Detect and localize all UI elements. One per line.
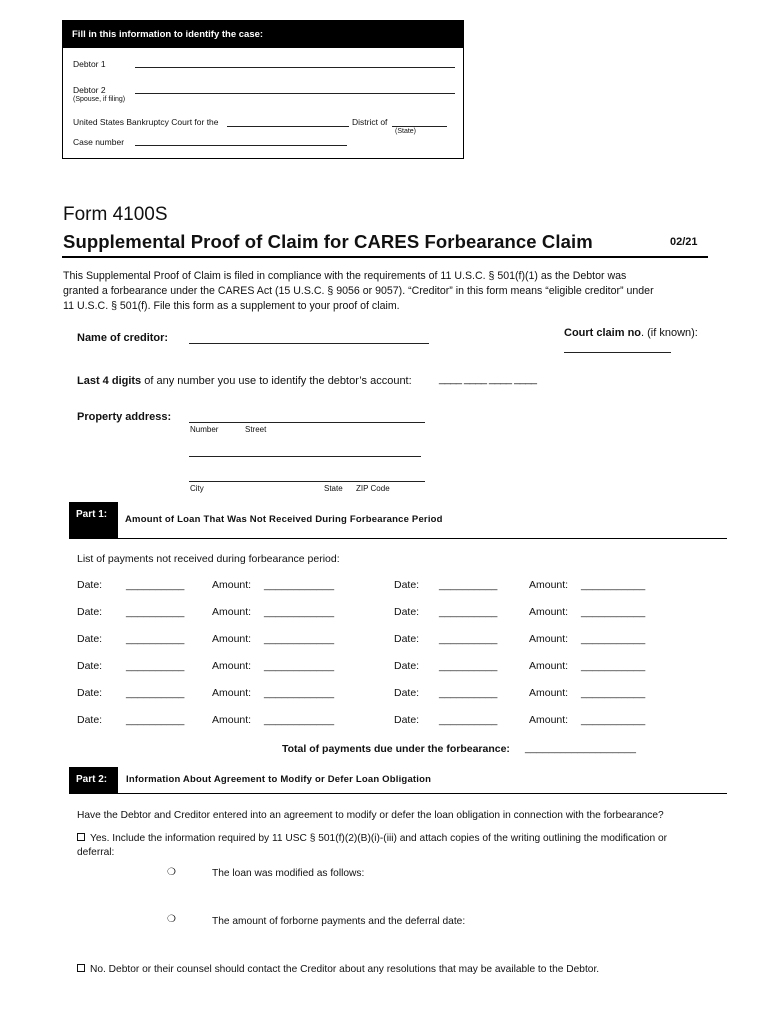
creditor-name-field[interactable] xyxy=(189,343,429,344)
no-option[interactable] xyxy=(77,964,599,975)
state-sublabel: State xyxy=(324,484,343,493)
agreement-question: Have the Debtor and Creditor entered into an agreement to modify or defer the loan obligation in connection with the forbearance? xyxy=(77,810,664,821)
date-label-left-1: Date: xyxy=(77,579,103,591)
amount-field-left-3[interactable]: ____________ xyxy=(264,633,335,645)
district-state-field[interactable] xyxy=(392,126,447,127)
amount-field-left-6[interactable]: ____________ xyxy=(264,714,335,726)
amount-label-left-1: Amount: xyxy=(212,579,252,591)
court-claim-label-bold: Court claim no xyxy=(564,327,642,339)
date-field-left-1[interactable]: __________ xyxy=(126,579,185,591)
amount-field-right-1[interactable]: ___________ xyxy=(581,579,646,591)
part2-rule xyxy=(69,793,727,794)
yes-option-text: Yes. Include the information required by 11 USC § 501(f)(2)(B)(i)-(iii) and attach copies of the writing outlining the modification or xyxy=(90,833,668,844)
amount-label-left-6: Amount: xyxy=(212,714,252,726)
date-label-right-6: Date: xyxy=(394,714,420,726)
date-label-left-3: Date: xyxy=(77,633,103,645)
amount-field-left-5[interactable]: ____________ xyxy=(264,687,335,699)
amount-field-left-2[interactable]: ____________ xyxy=(264,606,335,618)
creditor-name-label: Name of creditor: xyxy=(77,332,169,344)
property-address-label: Property address: xyxy=(77,411,172,423)
amount-field-right-4[interactable]: ___________ xyxy=(581,660,646,672)
date-label-left-6: Date: xyxy=(77,714,103,726)
number-sublabel: Number xyxy=(190,425,219,434)
date-field-right-5[interactable]: __________ xyxy=(439,687,498,699)
part1-title: Amount of Loan That Was Not Received During Forbearance Period xyxy=(125,514,443,525)
form-title: Supplemental Proof of Claim for CARES Forbearance Claim xyxy=(63,231,593,252)
date-label-right-4: Date: xyxy=(394,660,420,672)
property-city-state-zip-field[interactable] xyxy=(189,481,425,482)
amount-label-left-5: Amount: xyxy=(212,687,252,699)
court-claim-label-suffix: . (if known): xyxy=(641,327,698,339)
modified-radio-icon[interactable]: ❍ xyxy=(167,867,176,878)
total-payments-label: Total of payments due under the forbearance: xyxy=(282,743,510,755)
last4-label xyxy=(77,375,412,387)
case-info-box xyxy=(62,20,464,159)
amount-label-right-1: Amount: xyxy=(529,579,569,591)
date-label-left-4: Date: xyxy=(77,660,103,672)
amount-label-left-4: Amount: xyxy=(212,660,252,672)
form-number: Form 4100S xyxy=(63,204,168,225)
last4-field[interactable]: ____ ____ ____ ____ xyxy=(439,373,537,385)
yes-option[interactable] xyxy=(77,833,667,844)
amount-field-left-1[interactable]: ____________ xyxy=(264,579,335,591)
part1-tab: Part 1: xyxy=(69,502,118,538)
deferral-radio-icon[interactable]: ❍ xyxy=(167,914,176,925)
city-sublabel: City xyxy=(190,484,204,493)
date-label-right-2: Date: xyxy=(394,606,420,618)
case-number-field[interactable] xyxy=(135,145,347,146)
date-field-right-1[interactable]: __________ xyxy=(439,579,498,591)
amount-field-left-4[interactable]: ____________ xyxy=(264,660,335,672)
amount-label-left-3: Amount: xyxy=(212,633,252,645)
date-label-left-2: Date: xyxy=(77,606,103,618)
form-date: 02/21 xyxy=(670,236,698,248)
title-rule xyxy=(62,256,708,258)
amount-field-right-3[interactable]: ___________ xyxy=(581,633,646,645)
amount-label-right-3: Amount: xyxy=(529,633,569,645)
last4-label-bold: Last 4 digits xyxy=(77,375,142,387)
date-field-right-2[interactable]: __________ xyxy=(439,606,498,618)
date-field-left-3[interactable]: __________ xyxy=(126,633,185,645)
no-checkbox[interactable] xyxy=(77,964,85,972)
amount-field-right-5[interactable]: ___________ xyxy=(581,687,646,699)
no-option-text: No. Debtor or their counsel should contact the Creditor about any resolutions that may be available to the Debtor. xyxy=(90,964,600,975)
district-label: District of xyxy=(352,117,388,127)
date-field-right-3[interactable]: __________ xyxy=(439,633,498,645)
payments-list-label: List of payments not received during forbearance period: xyxy=(77,553,340,565)
intro-line-1: This Supplemental Proof of Claim is filed in compliance with the requirements of 11 U.S.C. § 501(f)(1) as the Debtor was xyxy=(63,270,627,282)
property-number-street-field[interactable] xyxy=(189,422,425,423)
court-claim-field[interactable] xyxy=(564,352,671,353)
intro-line-3: 11 U.S.C. § 501(f). File this form as a supplement to your proof of claim. xyxy=(63,300,400,312)
property-line2-field[interactable] xyxy=(189,456,421,457)
modified-option-text: The loan was modified as follows: xyxy=(212,868,365,879)
amount-label-right-4: Amount: xyxy=(529,660,569,672)
debtor1-field[interactable] xyxy=(135,67,455,68)
debtor2-label: Debtor 2 xyxy=(73,85,106,95)
date-field-left-4[interactable]: __________ xyxy=(126,660,185,672)
part1-rule xyxy=(69,538,727,539)
amount-label-right-2: Amount: xyxy=(529,606,569,618)
date-label-right-3: Date: xyxy=(394,633,420,645)
zip-sublabel: ZIP Code xyxy=(356,484,390,493)
deferral-option-text: The amount of forborne payments and the deferral date: xyxy=(212,916,466,927)
date-field-left-2[interactable]: __________ xyxy=(126,606,185,618)
date-field-left-6[interactable]: __________ xyxy=(126,714,185,726)
date-field-left-5[interactable]: __________ xyxy=(126,687,185,699)
part2-tab: Part 2: xyxy=(69,767,118,793)
total-payments-field[interactable]: ___________________ xyxy=(525,742,636,754)
debtor2-field[interactable] xyxy=(135,93,455,94)
debtor2-sublabel: (Spouse, if filing) xyxy=(73,96,126,103)
amount-label-left-2: Amount: xyxy=(212,606,252,618)
amount-label-right-5: Amount: xyxy=(529,687,569,699)
street-sublabel: Street xyxy=(245,425,267,434)
last4-label-rest: of any number you use to identify the debtor’s account: xyxy=(141,375,412,387)
court-label: United States Bankruptcy Court for the xyxy=(73,117,219,127)
date-field-right-4[interactable]: __________ xyxy=(439,660,498,672)
amount-field-right-2[interactable]: ___________ xyxy=(581,606,646,618)
date-label-left-5: Date: xyxy=(77,687,103,699)
case-number-label: Case number xyxy=(73,137,125,147)
state-sublabel: (State) xyxy=(395,128,417,135)
court-claim-label xyxy=(564,327,698,339)
date-field-right-6[interactable]: __________ xyxy=(439,714,498,726)
amount-field-right-6[interactable]: ___________ xyxy=(581,714,646,726)
case-info-header: Fill in this information to identify the case: xyxy=(63,21,463,48)
yes-checkbox[interactable] xyxy=(77,833,85,841)
date-label-right-5: Date: xyxy=(394,687,420,699)
debtor1-label: Debtor 1 xyxy=(73,59,106,69)
court-field[interactable] xyxy=(227,126,349,127)
part2-title: Information About Agreement to Modify or Defer Loan Obligation xyxy=(126,774,432,785)
amount-label-right-6: Amount: xyxy=(529,714,569,726)
date-label-right-1: Date: xyxy=(394,579,420,591)
intro-line-2: granted a forbearance under the CARES Act (15 U.S.C. § 9056 or 9057). “Creditor” in this form means “eligible creditor” under xyxy=(63,285,654,297)
yes-option-line2: deferral: xyxy=(77,847,115,858)
